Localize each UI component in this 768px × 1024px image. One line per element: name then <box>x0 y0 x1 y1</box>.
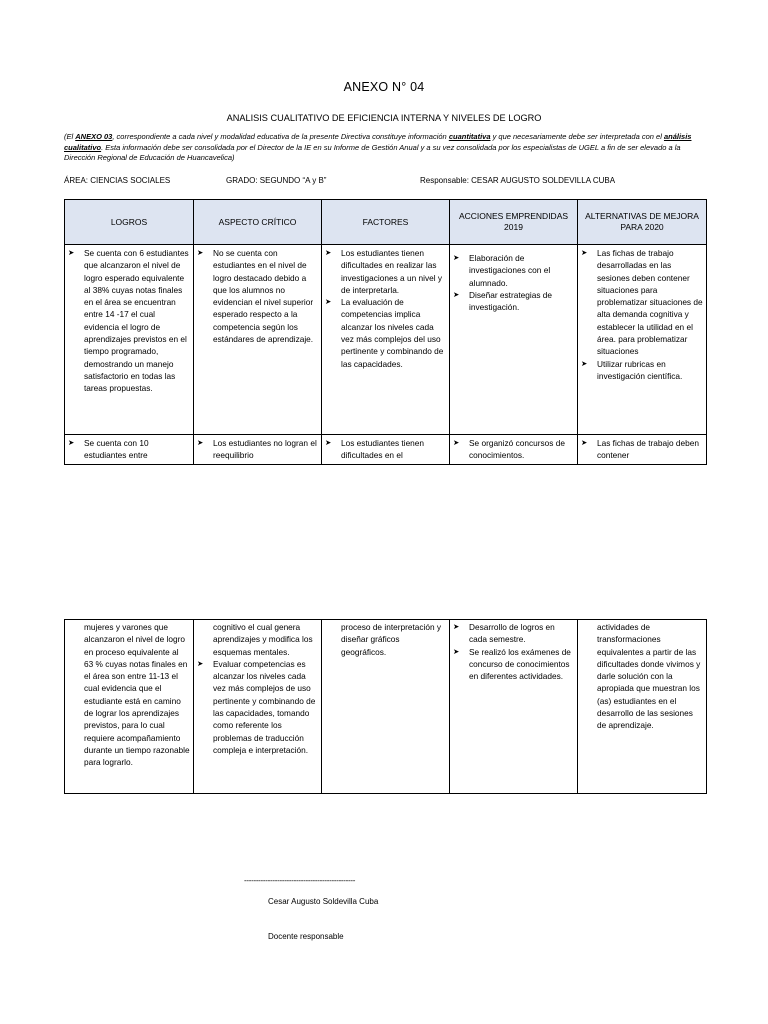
list-item: ➤ Se cuenta con 10 estudiantes entre <box>68 437 190 462</box>
intro-emphasis-cuantitativa: cuantitativa <box>448 132 491 141</box>
signature-role: Docente responsable <box>268 932 344 941</box>
cell-factores <box>322 245 450 435</box>
cell-aspecto <box>194 620 322 794</box>
intro-text-4: . Esta información debe ser consolidada por el Director de la IE en su Informe de Gestión Anual y a su vez consolidada por los especialistas de UGEL a fin de ser elevado a la Dirección Regional de Educación de Huancavelica) <box>64 142 681 162</box>
meta-responsable: Responsable: CESAR AUGUSTO SOLDEVILLA CUBA <box>420 176 616 185</box>
header-alternativas: ALTERNATIVAS DE MEJORA PARA 2020 <box>578 200 707 245</box>
list-item: ➤ Se organizó concursos de conocimientos. <box>453 437 574 462</box>
intro-paragraph <box>64 132 704 164</box>
list-item: ➤ Evaluar competencias es alcanzar los niveles cada vez más complejos de uso pertinente y combinando de las capacidades, tomando como referente los problemas de traducción compleja e interpretación. <box>197 658 318 756</box>
cell-acciones <box>450 620 578 794</box>
table-header-row <box>65 200 707 245</box>
list-item: ➤ La evaluación de competencias implica alcanzar los niveles cada vez más complejos del uso pertinente y combinando de las capacidades. <box>325 296 446 370</box>
cell-acciones <box>450 245 578 435</box>
list-item: ➤ Los estudiantes tienen dificultades en el <box>325 437 446 462</box>
header-acciones: ACCIONES EMPRENDIDAS 2019 <box>450 200 578 245</box>
document-subtitle: ANALISIS CUALITATIVO DE EFICIENCIA INTERNA Y NIVELES DE LOGRO <box>226 113 542 123</box>
analysis-table-continued <box>64 619 707 794</box>
analysis-table <box>64 199 707 465</box>
continued-text: proceso de interpretación y diseñar gráficos geográficos. <box>341 622 442 657</box>
table-row <box>65 620 707 794</box>
intro-text-2: , correspondiente a cada nivel y modalidad educativa de la presente Directiva constituye información <box>112 132 449 141</box>
cell-logros <box>65 245 194 435</box>
cell-logros <box>65 435 194 465</box>
intro-emphasis-cualitativo: análisis cualitativo <box>64 132 692 152</box>
cell-logros <box>65 620 194 794</box>
list-item: ➤ No se cuenta con estudiantes en el nivel de logro destacado debido a que los alumnos no evidencian el nivel superior esperado respecto a la competencia según los estándares de aprendizaje. <box>197 247 318 345</box>
list-item: ➤ Diseñar estrategias de investigación. <box>453 289 574 314</box>
meta-area: ÁREA: CIENCIAS SOCIALES <box>64 176 171 185</box>
continued-text: actividades de transformaciones equivalentes a partir de las dificultades donde vivimos y darle solución con la apropiada que muestran los (as) estudiantes en el desarrollo de las sesiones de aprendizaje. <box>597 622 701 731</box>
list-item: ➤ Utilizar rubricas en investigación científica. <box>581 358 703 383</box>
list-item: ➤ Se cuenta con 6 estudiantes que alcanzaron el nivel de logro esperado equivalente al 38% cuyas notas finales en el área se encuentran entre 14 -17 el cual evidencia el logro de aprendizajes previstos en el tiempo programado, demostrando un manejo satisfactorio en todas las tareas propuestas. <box>68 247 190 395</box>
list-item: ➤ Los estudiantes tienen dificultades en realizar las investigaciones a un nivel y de interpretarla. <box>325 247 446 296</box>
intro-text-3: y que necesariamente debe ser interpretada con el <box>490 132 664 141</box>
continued-text: cognitivo el cual genera aprendizajes y modifica los esquemas mentales. <box>213 622 313 657</box>
header-aspecto-critico: ASPECTO CRÍTICO <box>194 200 322 245</box>
intro-emphasis-anexo: ANEXO 03 <box>75 132 113 141</box>
header-logros: LOGROS <box>65 200 194 245</box>
cell-alternativas <box>578 435 707 465</box>
table-row <box>65 435 707 465</box>
list-item: ➤ Se realizó los exámenes de concurso de conocimientos en diferentes actividades. <box>453 646 574 683</box>
cell-acciones <box>450 435 578 465</box>
intro-text-1: (El <box>64 132 76 141</box>
signature-name: Cesar Augusto Soldevilla Cuba <box>268 897 379 906</box>
cell-factores <box>322 435 450 465</box>
cell-aspecto <box>194 435 322 465</box>
cell-alternativas <box>578 245 707 435</box>
continued-text: mujeres y varones que alcanzaron el nivel de logro en proceso equivalente al 63 % cuyas notas finales en el área son entre 11-13 el cual evidencia que el estudiante está en camino de lograr los aprendizajes previstos, para lo cual requiere acompañamiento durante un tiempo razonable para lograrlo. <box>84 622 190 768</box>
cell-aspecto <box>194 245 322 435</box>
list-item: ➤ Los estudiantes no logran el reequilibrio <box>197 437 318 462</box>
table-row <box>65 245 707 435</box>
cell-alternativas <box>578 620 707 794</box>
document-title: ANEXO N° 04 <box>343 80 425 94</box>
header-factores: FACTORES <box>322 200 450 245</box>
cell-factores <box>322 620 450 794</box>
list-item: ➤ Las fichas de trabajo desarrolladas en las sesiones deben contener situaciones para problematizar situaciones de alta demanda cognitiva y establecer la utilidad en el área. para problematizar situaciones <box>581 247 703 358</box>
signature-line: ----------------------------------------------- <box>244 876 356 885</box>
list-item: ➤ Desarrollo de logros en cada semestre. <box>453 621 574 646</box>
meta-grado: GRADO: SEGUNDO “A y B” <box>226 176 327 185</box>
list-item: ➤ Las fichas de trabajo deben contener <box>581 437 703 462</box>
list-item: ➤ Elaboración de investigaciones con el alumnado. <box>453 252 574 289</box>
